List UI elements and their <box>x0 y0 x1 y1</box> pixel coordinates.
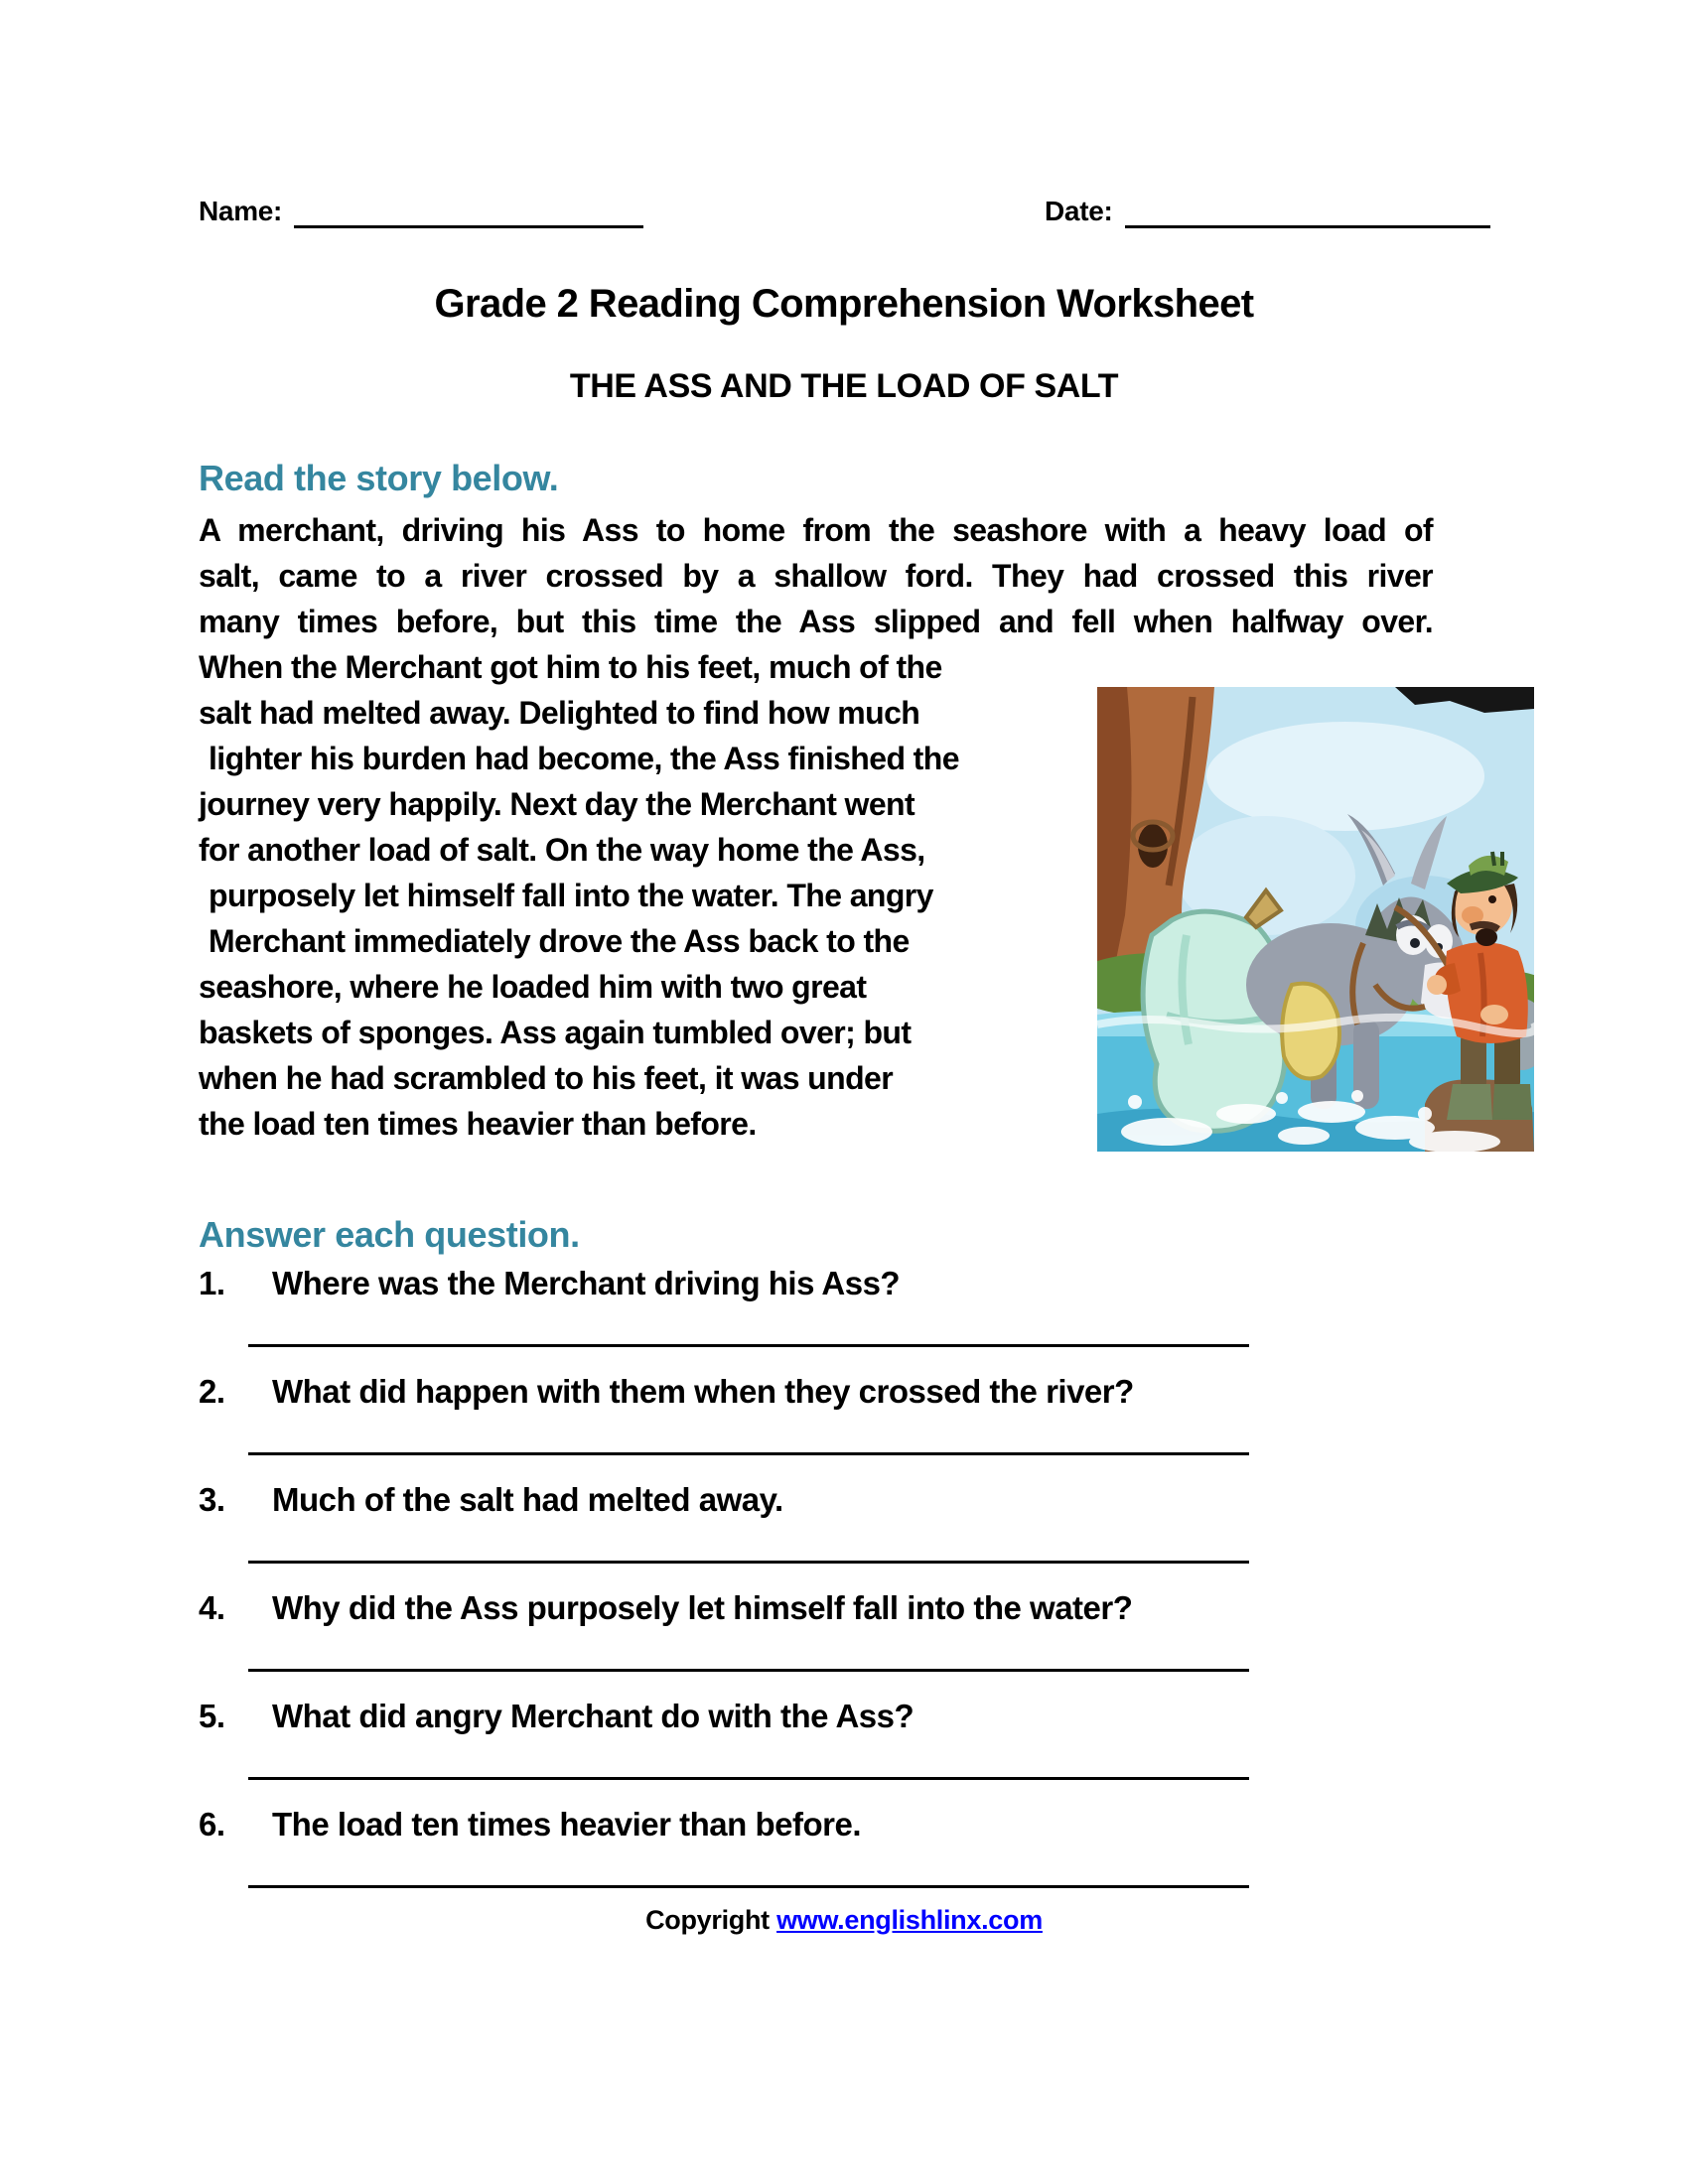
story-line: A merchant, driving his Ass to home from the seashore with a heavy load of <box>199 512 1433 548</box>
question-text: What did angry Merchant do with the Ass? <box>272 1698 914 1734</box>
story-illustration-image <box>1097 687 1534 1152</box>
story-line: journey very happily. Next day the Merchant went <box>199 786 915 822</box>
question-text: Where was the Merchant driving his Ass? <box>272 1265 901 1301</box>
answer-blank-line <box>248 1344 1249 1347</box>
question-item <box>199 1587 1271 1672</box>
story-line: many times before, but this time the Ass slipped and fell when halfway over. <box>199 604 1433 639</box>
question-number: 4. <box>199 1589 225 1626</box>
name-blank-line <box>294 196 643 228</box>
question-text: What did happen with them when they crossed the river? <box>272 1373 1134 1410</box>
answer-blank-line <box>248 1885 1249 1888</box>
question-item <box>199 1263 1271 1347</box>
copyright-row <box>0 1902 1688 1938</box>
story-line: lighter his burden had become, the Ass finished the <box>209 741 959 776</box>
question-number: 2. <box>199 1373 225 1410</box>
story-title: THE ASS AND THE LOAD OF SALT <box>569 367 1119 405</box>
story-line: salt, came to a river crossed by a shallow ford. They had crossed this river <box>199 558 1433 594</box>
story-line: when he had scrambled to his feet, it was under <box>199 1060 894 1096</box>
question-number: 6. <box>199 1806 225 1843</box>
date-label: Date: <box>1045 196 1113 226</box>
question-number: 5. <box>199 1698 225 1734</box>
name-field <box>199 195 643 228</box>
question-text: Why did the Ass purposely let himself fall into the water? <box>272 1589 1133 1626</box>
question-item <box>199 1479 1271 1564</box>
answer-blank-line <box>248 1777 1249 1780</box>
story-line: baskets of sponges. Ass again tumbled over; but <box>199 1015 912 1050</box>
date-field <box>1045 195 1490 228</box>
story-line: purposely let himself fall into the water. The angry <box>209 878 933 913</box>
answer-blank-line <box>248 1452 1249 1455</box>
answer-blank-line <box>248 1669 1249 1672</box>
copyright-label: Copyright <box>645 1905 770 1935</box>
page-title: Grade 2 Reading Comprehension Worksheet <box>434 282 1254 326</box>
question-item <box>199 1696 1271 1780</box>
question-item <box>199 1804 1271 1888</box>
question-text: Much of the salt had melted away. <box>272 1481 783 1518</box>
answer-questions-heading: Answer each question. <box>199 1214 580 1255</box>
story-line: When the Merchant got him to his feet, much of the <box>199 649 942 685</box>
story-line: seashore, where he loaded him with two great <box>199 969 867 1005</box>
story-line: Merchant immediately drove the Ass back to the <box>209 923 910 959</box>
story-line: for another load of salt. On the way home the Ass, <box>199 832 925 868</box>
question-item <box>199 1371 1271 1455</box>
question-number: 1. <box>199 1265 225 1301</box>
questions-list <box>199 1263 1271 1912</box>
question-text: The load ten times heavier than before. <box>272 1806 861 1843</box>
story-line: salt had melted away. Delighted to find how much <box>199 695 920 731</box>
story-line: the load ten times heavier than before. <box>199 1106 757 1142</box>
answer-blank-line <box>248 1561 1249 1564</box>
copyright-link[interactable]: www.englishlinx.com <box>776 1905 1043 1935</box>
date-blank-line <box>1125 196 1490 228</box>
read-story-heading: Read the story below. <box>199 458 559 498</box>
question-number: 3. <box>199 1481 225 1518</box>
name-label: Name: <box>199 196 283 226</box>
